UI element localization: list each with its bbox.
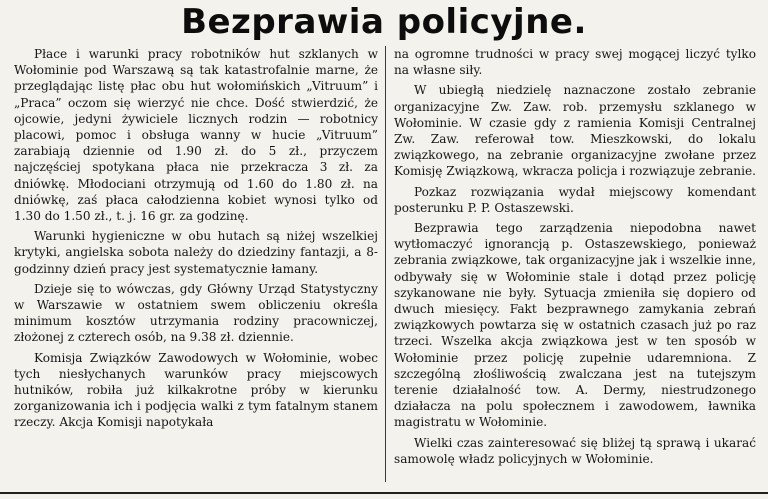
paragraph-wages: Płace i warunki pracy robotników hut szklanych w Wołominie pod Warszawą są tak katastrofalnie marne, że przeglądając listę płac obu hut wołomińskich „Vitruum” i „Praca” oczom się wierzyć nie chce. Dość stwierdzić, że ojcowie, jedyni żywiciele licznych rodzin — robotnicy placowi, pomoc i obsługa wanny w hucie „Vitruum” zarabiają dziennie od 1.90 zł. do 5 zł., przyczem najczęściej spotykana płaca nie przekracza 3 zł. za dniówkę. Młodociani otrzymują od 1.60 do 1.80 zł. na dniówkę, zaś płaca całodzienna kobiet wynosi tylko od 1.30 do 1.50 zł., t. j. 16 gr. za godzinę. <box>14 47 378 224</box>
paragraph-statistics: Dzieje się to wówczas, gdy Główny Urząd Statystyczny w Warszawie w ostatniem swem obliczeniu określa minimum kosztów utrzymania rodziny pracowniczej, złożonej z czterech osób, na 9.38 zł. dziennie. <box>14 281 378 345</box>
article-headline: Bezprawia policyjne. <box>181 2 587 42</box>
paragraph-conclusion: Wielki czas zainteresować się bliżej tą sprawą i ukarać samowolę władz policyjnych w Wołominie. <box>394 435 756 466</box>
left-column <box>14 46 378 435</box>
paragraph-continuation: na ogromne trudności w pracy swej mogącej liczyć tylko na własne siły. <box>394 47 756 78</box>
paragraph-lawlessness: Bezprawia tego zarządzenia niepodobna nawet wytłomaczyć ignorancją p. Ostaszewskiego, ponieważ zebrania związkowe, tak organizacyjne jak i wszelkie inne, odbywały się w Wołominie stale i dotąd przez policję szykanowane nie były. Sytuacja zmieniła się dopiero od dwuch miesięcy. Fakt bezprawnego zamykania zebrań związkowych powtarza się w ostatnich czasach już po raz trzeci. Wszelka akcja związkowa jest w ten sposób w Wołominie przez policję zupełnie udaremniona. Z szczególną złośliwością zwalczana jest na tutejszym terenie działalność tow. A. Dermy, niestrudzonego działacza na polu społecznem i zawodowem, ławnika magistratu w Wołominie. <box>394 221 756 430</box>
paragraph-meeting: W ubiegłą niedzielę naznaczone zostało zebranie organizacyjne Zw. Zaw. rob. przemysłu szklanego w Wołominie. W czasie gdy z ramienia Komisji Centralnej Zw. Zaw. referował tow. Mieszkowski, do lokalu związkowego, na zebranie organizacyjne zwołane przez Komisję Związkową, wkracza policja i rozwiązuje zebranie. <box>394 83 756 179</box>
paragraph-hygiene: Warunki hygieniczne w obu hutach są niżej wszelkiej krytyki, angielska sobota należy do dziedziny fantazji, a 8-godzinny dzień pracy jest systematycznie łamany. <box>14 229 378 276</box>
paragraph-commission: Komisja Związków Zawodowych w Wołominie, wobec tych niesłychanych warunków pracy miejscowych hutników, robiła już kilkakrotne próby w kierunku zorganizowania ich i podjęcia walki z tym fatalnym stanem rzeczy. Akcja Komisji napotykała <box>14 350 378 430</box>
paragraph-order: Pozkaz rozwiązania wydał miejscowy komendant posterunku P. P. Ostaszewski. <box>394 184 756 215</box>
bottom-rule <box>0 488 768 499</box>
right-column <box>394 46 756 471</box>
column-divider <box>385 46 386 482</box>
